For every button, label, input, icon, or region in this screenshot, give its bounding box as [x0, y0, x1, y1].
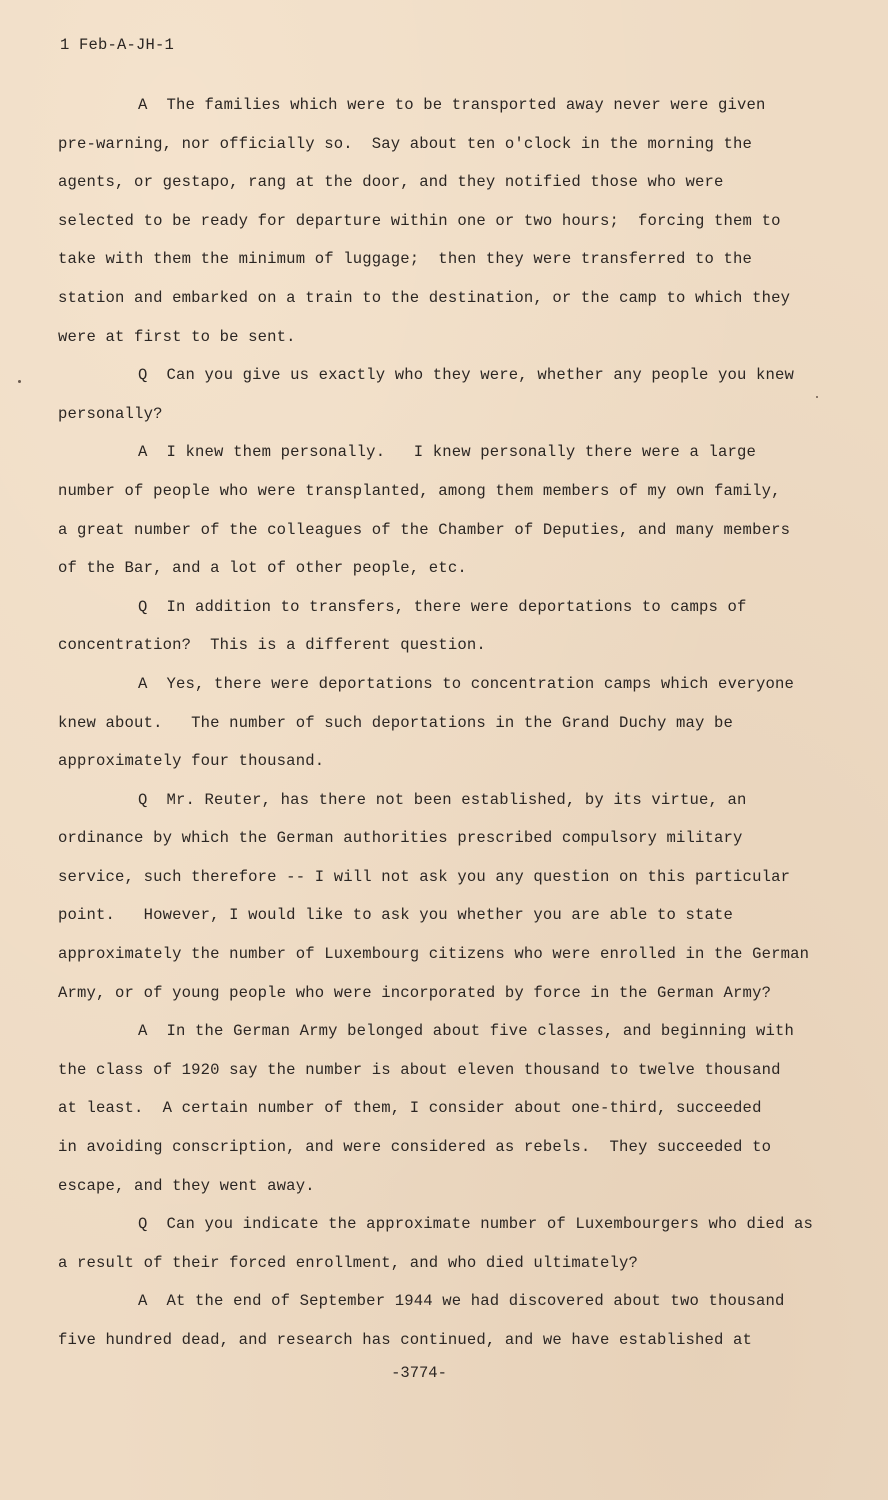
transcript-line: of the Bar, and a lot of other people, etc.: [58, 559, 467, 578]
transcript-line: knew about. The number of such deportations in the Grand Duchy may be: [58, 713, 734, 732]
transcript-line: Q Can you give us exactly who they were, whether any people you knew: [138, 366, 795, 385]
transcript-line: Army, or of young people who were incorporated by force in the German Army?: [58, 983, 772, 1002]
transcript-line: concentration? This is a different question.: [58, 636, 486, 655]
transcript-line: five hundred dead, and research has continued, and we have established at: [58, 1331, 753, 1349]
transcript-line: pre-warning, nor officially so. Say about ten o'clock in the morning the: [58, 134, 753, 153]
transcript-line: A The families which were to be transported away never were given: [138, 96, 766, 114]
transcript-line: Q Mr. Reuter, has there not been established, by its virtue, an: [138, 790, 747, 809]
transcript-line: take with them the minimum of luggage; then they were transferred to the: [58, 250, 753, 269]
document-reference-header: 1 Feb-A-JH-1: [60, 36, 175, 54]
transcript-line: were at first to be sent.: [58, 327, 296, 346]
transcript-line: ordinance by which the German authorities prescribed compulsory military: [58, 829, 743, 848]
transcript-line: approximately the number of Luxembourg citizens who were enrolled in the German: [58, 945, 810, 964]
transcript-line: A At the end of September 1944 we had discovered about two thousand: [138, 1292, 785, 1311]
transcript-line: approximately four thousand.: [58, 752, 325, 771]
transcript-line: escape, and they went away.: [58, 1176, 315, 1195]
transcript-line: point. However, I would like to ask you whether you are able to state: [58, 906, 734, 925]
page-number: -3774-: [391, 1364, 447, 1382]
transcript-body: [58, 86, 828, 1360]
transcript-line: a great number of the colleagues of the Chamber of Deputies, and many members: [58, 520, 791, 539]
transcript-line: station and embarked on a train to the destination, or the camp to which they: [58, 288, 791, 307]
transcript-line: the class of 1920 say the number is about eleven thousand to twelve thousand: [58, 1060, 781, 1079]
paper-speck: [18, 380, 21, 383]
transcript-line: A I knew them personally. I knew personally there were a large: [138, 443, 757, 462]
transcript-line: in avoiding conscription, and were considered as rebels. They succeeded to: [58, 1138, 772, 1157]
transcript-line: at least. A certain number of them, I consider about one-third, succeeded: [58, 1099, 762, 1118]
transcript-line: Q In addition to transfers, there were deportations to camps of: [138, 597, 747, 616]
transcript-line: number of people who were transplanted, among them members of my own family,: [58, 481, 781, 500]
transcript-line: A In the German Army belonged about five classes, and beginning with: [138, 1022, 795, 1041]
transcript-line: selected to be ready for departure within one or two hours; forcing them to: [58, 211, 781, 230]
transcript-line: A Yes, there were deportations to concentration camps which everyone: [138, 674, 795, 693]
transcript-line: service, such therefore -- I will not ask you any question on this particular: [58, 867, 791, 886]
paper-speck: [816, 396, 818, 398]
transcript-line: personally?: [58, 404, 163, 423]
transcript-line: Q Can you indicate the approximate number of Luxembourgers who died as: [138, 1215, 814, 1234]
transcript-line: a result of their forced enrollment, and who died ultimately?: [58, 1253, 638, 1272]
transcript-line: agents, or gestapo, rang at the door, and they notified those who were: [58, 173, 724, 192]
